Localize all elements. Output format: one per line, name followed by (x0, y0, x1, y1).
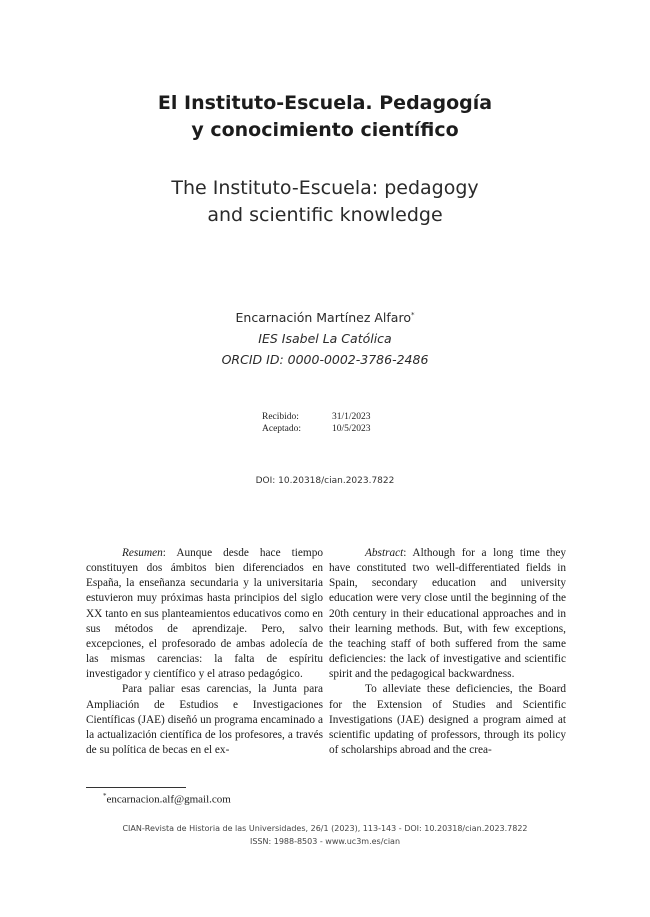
author-orcid: ORCID ID: 0000-0002-3786-2486 (221, 352, 429, 368)
footnote-marker: * (103, 792, 107, 800)
abstract-spanish-text-1: : Aunque desde hace tiempo constituyen dos ámbitos bien diferenciados en España, la enseñanza secundaria y la universitaria estuvieron muy próximas hasta principios del siglo XX tanto en sus planteamientos educativos como en sus métodos de aprendizaje. Pero, salvo excepciones, el profesorado de ambas adolecía de las mismas carencias: la falta de espíritu investigador y científico y el atraso pedagógico. (86, 547, 323, 681)
received-row (262, 411, 371, 423)
accepted-value: 10/5/2023 (332, 424, 371, 434)
title-spanish (80, 90, 570, 144)
footer-citation: CIAN-Revista de Historia de las Universidades, 26/1 (2023), 113-143 - DOI: 10.20318/cian.2023.7822 (122, 824, 528, 833)
abstract-spanish-paragraph-2: Para paliar esas carencias, la Junta para Ampliación de Estudios e Investigaciones Científicas (JAE) diseñó un programa encaminado a la actualización científica de los profesores, a través de su política de becas en el ex- (86, 683, 323, 757)
accepted-row (262, 423, 371, 435)
title-english-line-1: The Instituto-Escuela: pedagogy (171, 177, 479, 199)
abstract-english-label: Abstract (365, 547, 404, 559)
doi: DOI: 10.20318/cian.2023.7822 (255, 476, 395, 486)
abstract-english (329, 546, 566, 758)
footer-issn: ISSN: 1988-8503 - www.uc3m.es/cian (249, 837, 401, 846)
abstract-spanish-paragraph-1 (86, 546, 323, 682)
footnote-divider (86, 787, 186, 788)
author-name: Encarnación Martínez Alfaro (235, 310, 411, 326)
author-block (120, 305, 530, 370)
abstract-english-text-1: : Although for a long time they have constituted two well-differentiated fields in Spain, secondary education and university education were very close until the beginning of the 20th century in their educational approaches and in their learning methods. But, with few exceptions, the teaching staff of both suffered from the same deficiencies: the lack of investigative and scientific spirit and the pedagogical backwardness. (329, 547, 566, 681)
title-english-line-2: and scientific knowledge (207, 204, 443, 226)
received-value: 31/1/2023 (332, 412, 371, 422)
title-english (80, 175, 570, 229)
abstract-english-paragraph-2: To alleviate these deficiencies, the Board for the Extension of Studies and Scientific Investigations (JAE) designed a program aimed at scientific updating of professors, through its policy of scholarships abroad and the crea- (329, 683, 566, 757)
accepted-label: Aceptado: (262, 424, 302, 434)
footnote (103, 792, 231, 806)
author-footnote-marker: * (410, 311, 415, 319)
footnote-email: encarnacion.alf@gmail.com (106, 793, 231, 806)
title-spanish-line-2: y conocimiento científico (191, 119, 459, 141)
abstract-spanish-label: Resumen (122, 547, 163, 559)
submission-dates (262, 411, 371, 435)
abstract-spanish (86, 546, 323, 758)
abstract-english-paragraph-1 (329, 546, 566, 682)
author-name-line (120, 305, 530, 328)
title-spanish-line-1: El Instituto-Escuela. Pedagogía (157, 92, 493, 114)
received-label: Recibido: (262, 412, 299, 422)
author-institution: IES Isabel La Católica (258, 331, 392, 347)
page-footer (80, 822, 570, 848)
